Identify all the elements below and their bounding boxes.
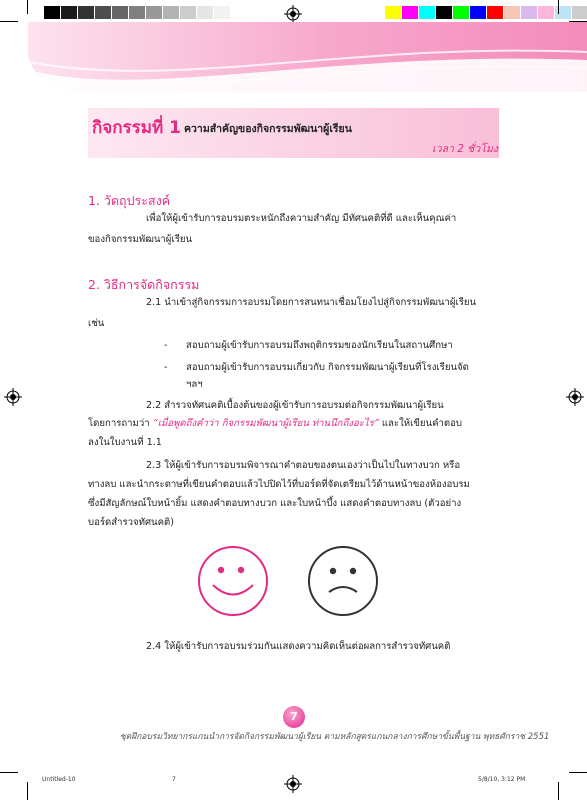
color-swatch [453,6,470,19]
step-2-1-text: เช่น [88,318,105,329]
bullet-mark: - [164,340,168,351]
crop-mark [558,0,559,14]
crop-mark [558,782,559,800]
color-swatch [419,6,436,19]
bullet-item: สอบถามผู้เข้ารับการอบรมถึงพฤติกรรมของนักเรียนในสถานศึกษา [186,340,453,351]
color-swatch [470,6,487,19]
bullet-item: ฯลฯ [186,379,203,390]
color-swatch [521,6,538,19]
color-swatch [129,6,146,19]
step-2-3-text: ทางลบ และนำกระดาษที่เขียนคำตอบแล้วไปปิดไว้ที่บอร์ดที่จัดเตรียมไว้ด้านหน้าของห้องอบรม [88,479,470,490]
objective-line: เพื่อให้ผู้เข้ารับการอบรมตระหนักถึงความสำคัญ มีทัศนคติที่ดี และเห็นคุณค่า [146,213,457,224]
slug-date: 5/8/10, 3:12 PM [478,776,526,783]
registration-mark-icon [4,388,22,406]
page-number-badge: 7 [283,706,305,728]
activity-title: ความสำคัญของกิจกรรมพัฒนาผู้เรียน [184,123,352,135]
color-swatch [436,6,453,19]
registration-mark-icon [284,5,302,23]
grayscale-color-bar [44,6,231,19]
footer-book-title: ชุดฝึกอบรมวิทยากรแกนนำการจัดกิจกรรมพัฒนาผู้เรียน ตามหลักสูตรแกนกลางการศึกษาขั้นพื้นฐาน พุทธศักราช 2551 [120,732,550,742]
cmyk-color-bar [385,6,587,19]
step-2-3-text: ซึ่งมีสัญลักษณ์ใบหน้ายิ้ม แสดงคำตอบทางบวก และใบหน้าบึ้ง แสดงคำตอบทางลบ (ตัวอย่าง [88,498,462,509]
step-2-2-text: ลงในใบงานที่ 1.1 [88,437,162,448]
step-2-1-text: 2.1 นำเข้าสู่กิจกรรมการอบรมโดยการสนทนาเชื่อมโยงไปสู่กิจกรรมพัฒนาผู้เรียน [146,297,477,308]
step-2-3-text: บอร์ดสำรวจทัศนคติ) [88,517,175,528]
method-heading: 2. วิธีการจัดกิจกรรม [88,277,200,292]
question-instruction: และให้เขียนคำตอบ [381,418,463,429]
activity-duration: เวลา 2 ชั่วโมง [432,143,498,155]
slug-page: 7 [172,776,176,783]
slug-file-name: Untitled-10 [42,776,76,783]
color-swatch [487,6,504,19]
step-2-2-text [88,417,462,431]
bullet-item: สอบถามผู้เข้ารับการอบรมเกี่ยวกับ กิจกรรมพัฒนาผู้เรียนที่โรงเรียนจัด [186,362,469,373]
color-swatch [385,6,402,19]
color-swatch [61,6,78,19]
header-wave-decoration [28,40,587,92]
color-swatch [78,6,95,19]
color-swatch [180,6,197,19]
activity-label: กิจกรรมที่ 1 [92,118,181,138]
frowning-face-icon [306,544,380,618]
color-swatch [112,6,129,19]
objective-heading: 1. วัตถุประสงค์ [88,193,171,208]
color-swatch [95,6,112,19]
color-swatch [214,6,231,19]
question-quote: “เมื่อพูดถึงคำว่า กิจกรรมพัฒนาผู้เรียน ท่านนึกถึงอะไร” [152,418,379,429]
color-swatch [163,6,180,19]
crop-mark [0,21,18,22]
crop-mark [27,782,28,800]
objective-line: ของกิจกรรมพัฒนาผู้เรียน [88,234,193,245]
registration-mark-icon [284,775,302,793]
bullet-mark: - [164,362,168,373]
color-swatch [197,6,214,19]
registration-mark-icon [566,388,584,406]
color-swatch [402,6,419,19]
step-2-4-text: 2.4 ให้ผู้เข้ารับการอบรมร่วมกันแสดงความคิดเห็นต่อผลการสำรวจทัศนคติ [146,641,451,652]
color-swatch [572,6,587,19]
color-swatch [504,6,521,19]
crop-mark [27,0,28,14]
question-intro: โดยการถามว่า [88,418,150,429]
color-swatch [146,6,163,19]
crop-mark [0,772,18,773]
color-swatch [44,6,61,19]
step-2-3-text: 2.3 ให้ผู้เข้ารับการอบรมพิจารณาคำตอบของตนเองว่าเป็นไปในทางบวก หรือ [146,460,461,471]
color-swatch [538,6,555,19]
crop-mark [569,772,587,773]
smiley-face-icon [196,544,270,618]
step-2-2-text: 2.2 สำรวจทัศนคติเบื้องต้นของผู้เข้ารับการอบรมต่อกิจกรรมพัฒนาผู้เรียน [146,400,444,411]
